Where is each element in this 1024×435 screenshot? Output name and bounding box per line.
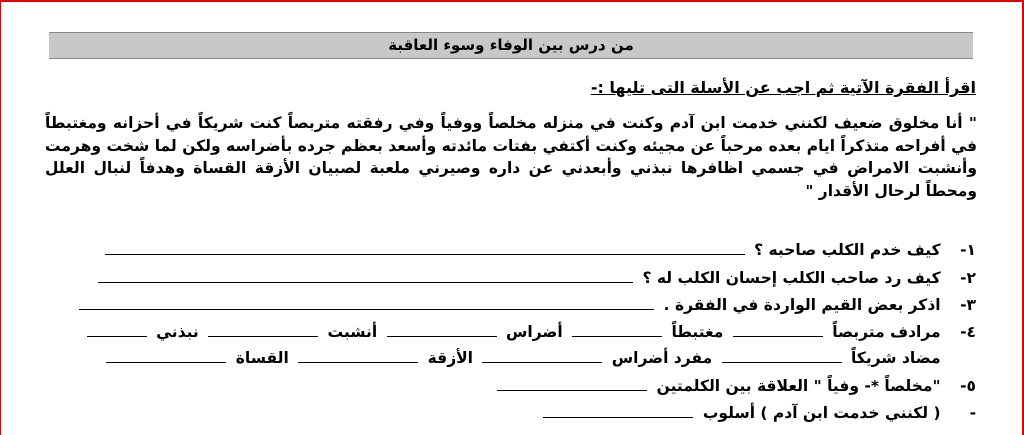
- word: مفرد أضراس: [611, 349, 713, 367]
- question-text: ( لكنني خدمت ابن آدم ) أسلوب: [702, 404, 941, 422]
- question-text: مرادف: [890, 323, 941, 341]
- question-text: كيف رد صاحب الكلب إحسان الكلب له ؟: [642, 269, 941, 287]
- answer-line[interactable]: [208, 322, 318, 337]
- passage: " أنا مخلوق ضعيف لكنني خدمت ابن آدم وكنت في منزله مخلصاً ووفياً وفي رفقته متربصاً كنت شريكاً في أحزانه ومغتبطاً في أفراحه متذكراً ايام بعده مرحباً عن مجيئه وكنت أكتفي بفتات مائدته وأسعد بعظم جرده بأضراسه ولكن لما شخت وهرمت وأنشبت الامراض في جسمي اظافرها نبذني وأبعدني عن داره وصيرني ملعبة لصبيان الأزقة القساة وهدفاً لنبال العلل ومحطاً لرحال الأقدار ": [45, 114, 977, 200]
- instruction: اقرأ الفقرة الآتية ثم اجب عن الأسلة التى تليها :-: [590, 78, 976, 97]
- answer-line[interactable]: [87, 322, 147, 337]
- word: أضراس: [506, 323, 563, 341]
- page-title: من درس بين الوفاء وسوء العاقبة: [49, 32, 973, 59]
- word: أنشبت: [327, 323, 378, 341]
- word: الأزقة: [427, 349, 473, 367]
- answer-line[interactable]: [482, 348, 602, 363]
- question-number: ٥-: [960, 377, 976, 395]
- answer-line[interactable]: [106, 348, 226, 363]
- question-2: [45, 266, 976, 290]
- word: مغتبطاً: [671, 323, 724, 341]
- question-number: ٤-: [960, 323, 976, 341]
- answer-line[interactable]: [733, 322, 823, 337]
- question-number: ٣-: [960, 296, 976, 314]
- answer-line[interactable]: [722, 348, 842, 363]
- answer-line[interactable]: [572, 322, 662, 337]
- question-3: [45, 293, 976, 317]
- question-text: "مخلصاً *- وفياً " العلاقة بين الكلمتين: [656, 377, 941, 395]
- answer-line[interactable]: [387, 322, 497, 337]
- answer-line[interactable]: [98, 268, 633, 283]
- question-text: كيف خدم الكلب صاحبه ؟: [754, 241, 941, 259]
- question-6: [45, 401, 976, 425]
- question-number: ١-: [960, 241, 976, 259]
- answer-line[interactable]: [543, 403, 693, 418]
- question-4: [45, 320, 976, 344]
- answer-line[interactable]: [105, 240, 745, 255]
- question-5: [45, 374, 976, 398]
- question-text: مضاد: [901, 349, 941, 367]
- question-1: [45, 238, 976, 262]
- word: شريكاً: [850, 349, 897, 367]
- question-text: اذكر بعض القيم الواردة في الفقرة .: [663, 296, 941, 314]
- answer-line[interactable]: [298, 348, 418, 363]
- answer-line[interactable]: [497, 376, 647, 391]
- question-number: -: [969, 404, 976, 422]
- question-4-antonyms: [45, 346, 976, 370]
- answer-line[interactable]: [79, 295, 654, 310]
- word: القساة: [235, 349, 289, 367]
- word: متربصاً: [832, 323, 885, 341]
- word: نبذني: [156, 323, 199, 341]
- question-number: ٢-: [960, 269, 976, 287]
